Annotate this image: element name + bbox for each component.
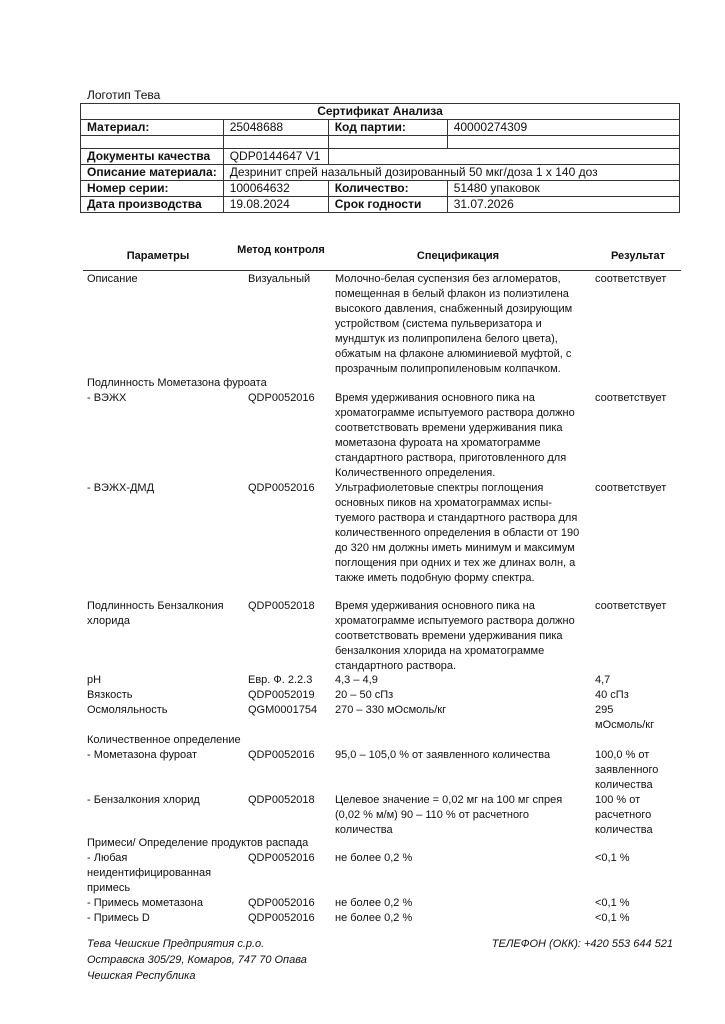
docs-label: Документы качества xyxy=(81,149,224,165)
row-spec: 4,3 – 4,9 xyxy=(335,674,378,686)
col-spec-header: Спецификация xyxy=(416,250,500,262)
row-param: - Любая неидентифицированная примесь xyxy=(87,852,212,894)
logo-text: Логотип Тева xyxy=(87,88,161,102)
row-param: - Бензалкония хлорид xyxy=(87,794,200,806)
material-value: 25048688 xyxy=(223,120,328,136)
row-param: Подлинность Мометазона фуроата xyxy=(87,377,267,389)
row-result: 100,0 % от заявленного количества xyxy=(595,749,659,791)
row-spec: Ультрафиолетовые спектры поглощения основных пиков на хроматограммах испы-туемого раствора и стандартного раствора для количественного определения в области от 190 до 320 нм должны иметь минимум и максимум поглощения при одних и тех же длинах волн, а также иметь подобную форму спектра. xyxy=(335,482,580,584)
series-label: Номер серии: xyxy=(81,181,224,197)
row-result: 100 % от расчетного количества xyxy=(595,794,653,836)
empty-cell xyxy=(447,136,679,149)
footer-phone: ТЕЛЕФОН (ОКК): +420 553 644 521 xyxy=(491,938,673,950)
row-param: pH xyxy=(87,674,102,686)
row-spec: не более 0,2 % xyxy=(335,852,413,864)
row-spec: не более 0,2 % xyxy=(335,912,413,924)
series-value: 100064632 xyxy=(223,181,328,197)
row-param: - Примесь D xyxy=(87,912,150,924)
row-method: Евр. Ф. 2.2.3 xyxy=(248,674,313,686)
row-method: QDP0052019 xyxy=(248,689,315,701)
row-param: Количественное определение xyxy=(87,734,241,746)
footer-address: Остравска 305/29, Комаров, 747 70 Опава xyxy=(87,954,307,966)
row-spec: 20 – 50 сПз xyxy=(335,689,394,701)
row-param: Примеси/ Определение продуктов распада xyxy=(87,837,309,849)
row-param: Описание xyxy=(87,273,138,285)
row-method: QDP0052016 xyxy=(248,392,315,404)
col-param-header: Параметры xyxy=(126,250,190,262)
footer-address-block xyxy=(87,936,307,984)
batch-value: 40000274309 xyxy=(447,120,679,136)
date-label: Дата производства xyxy=(81,197,224,213)
row-param: - Мометазона фуроат xyxy=(87,749,198,761)
row-method: QDP0052016 xyxy=(248,852,315,864)
row-method: QDP0052016 xyxy=(248,482,315,494)
col-method-header: Метод контроля xyxy=(237,244,325,256)
empty-cell xyxy=(328,149,679,165)
row-result: <0,1 % xyxy=(595,912,630,924)
row-result: соответствует xyxy=(595,482,667,494)
row-method: QDP0052016 xyxy=(248,897,315,909)
row-result: 40 сПз xyxy=(595,689,629,701)
row-method: QDP0052016 xyxy=(248,749,315,761)
footer-company: Тева Чешские Предприятия с.р.о. xyxy=(87,938,265,950)
row-spec: Молочно-белая суспензия без агломератов, помещенная в белый флакон из полиэтилена высокого давления, снабженный дозирующим устройством (система пульверизатора и мундштук из полипропилена белого цвета), обжатым на флаконе алюминиевой муфтой, с прозрачным полипропиленовым колпачком. xyxy=(335,273,573,375)
certificate-title: Сертификат Анализа xyxy=(81,104,680,120)
params-header xyxy=(83,244,681,271)
desc-value: Дезринит спрей назальный дозированный 50 мкг/доза 1 x 140 доз xyxy=(223,165,679,181)
row-param: Подлинность Бензалкония хлорида xyxy=(87,600,224,627)
row-param: Осмоляльность xyxy=(87,704,168,716)
row-method: QDP0052018 xyxy=(248,600,315,612)
row-spec: не более 0,2 % xyxy=(335,897,413,909)
row-result: соответствует xyxy=(595,600,667,612)
row-result: <0,1 % xyxy=(595,897,630,909)
docs-value: QDP0144647 V1 xyxy=(223,149,328,165)
row-spec: Время удерживания основного пика на хроматограмме испытуемого раствора должно соответствовать времени удерживания пика бензалкония хлорида на хроматограмме стандартного раствора. xyxy=(335,600,575,672)
date-value: 19.08.2024 xyxy=(223,197,328,213)
desc-label: Описание материала: xyxy=(81,165,224,181)
expiry-label: Срок годности xyxy=(328,197,447,213)
qty-label: Количество: xyxy=(328,181,447,197)
row-result: соответствует xyxy=(595,273,667,285)
batch-label: Код партии: xyxy=(328,120,447,136)
row-method: QGM0001754 xyxy=(248,704,318,716)
row-result: 4,7 xyxy=(595,674,611,686)
certificate-header-table xyxy=(80,103,680,213)
empty-cell xyxy=(328,136,447,149)
row-param: - Примесь мометазона xyxy=(87,897,203,909)
row-method: Визуальный xyxy=(248,273,311,285)
row-param: Вязкость xyxy=(87,689,133,701)
row-spec: Время удерживания основного пика на хроматограмме испытуемого раствора должно соответствовать времени удерживания пика мометазона фуроата на хроматограмме стандартного раствора, приготовленного для Количественного определения. xyxy=(335,392,575,479)
row-param: - ВЭЖХ-ДМД xyxy=(87,482,155,494)
expiry-value: 31.07.2026 xyxy=(447,197,679,213)
qty-value: 51480 упаковок xyxy=(447,181,679,197)
empty-cell xyxy=(81,136,224,149)
row-method: QDP0052018 xyxy=(248,794,315,806)
row-method: QDP0052016 xyxy=(248,912,315,924)
footer-country: Чешская Республика xyxy=(87,970,196,982)
row-spec: Целевое значение = 0,02 мг на 100 мг спрея (0,02 % м/м) 90 – 110 % от расчетного количества xyxy=(335,794,563,836)
empty-cell xyxy=(223,136,328,149)
row-result: 295 мОсмоль/кг xyxy=(595,704,655,731)
row-param: - ВЭЖХ xyxy=(87,392,127,404)
material-label: Материал: xyxy=(81,120,224,136)
col-result-header: Результат xyxy=(610,250,666,262)
row-result: соответствует xyxy=(595,392,667,404)
row-spec: 95,0 – 105,0 % от заявленного количества xyxy=(335,749,551,761)
row-result: <0,1 % xyxy=(595,852,630,864)
row-spec: 270 – 330 мОсмоль/кг xyxy=(335,704,447,716)
